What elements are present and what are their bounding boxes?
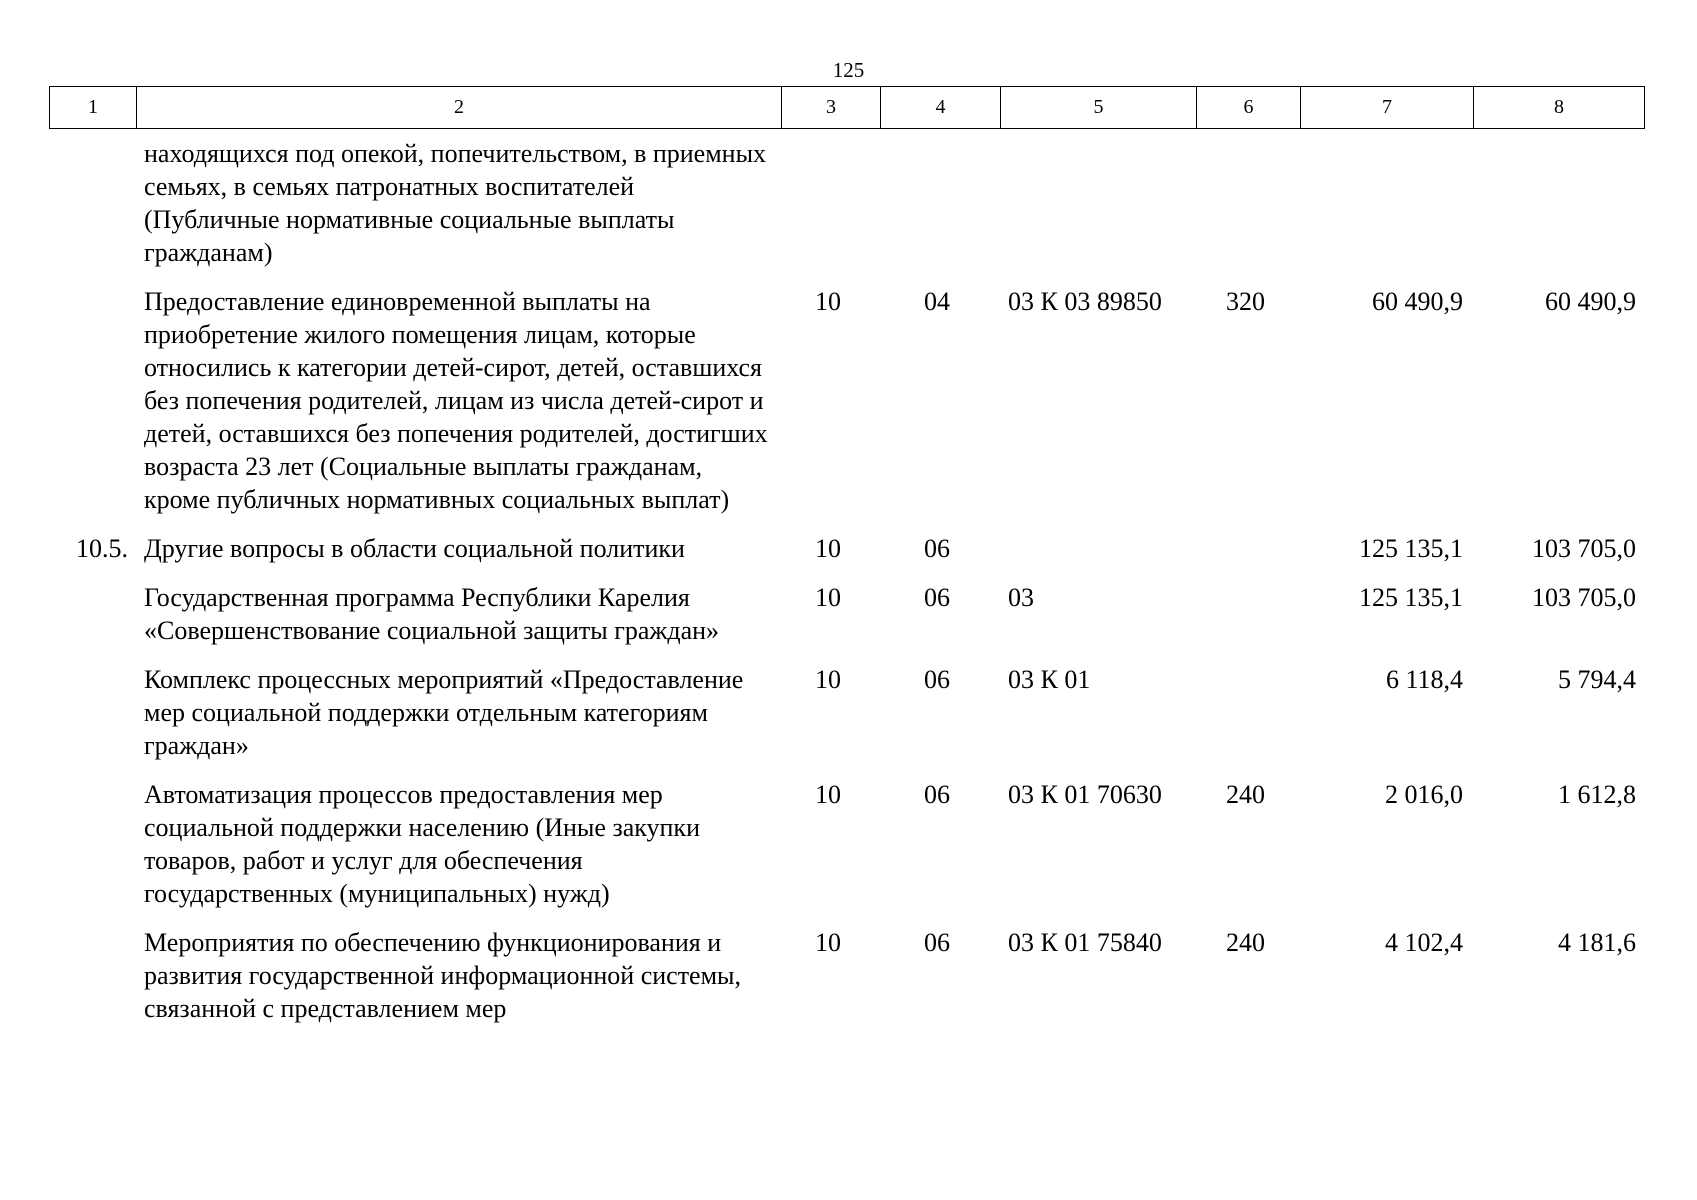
row-target-article: 03 К 03 89850	[1008, 287, 1162, 316]
table-row	[49, 926, 1644, 1041]
row-amount-col7: 60 490,9	[1372, 287, 1463, 316]
column-header-8: 8	[1474, 87, 1645, 129]
row-amount-col7: 125 135,1	[1359, 583, 1463, 612]
table-row	[49, 285, 1644, 532]
column-header-1: 1	[50, 87, 137, 129]
column-header-7: 7	[1301, 87, 1474, 129]
row-target-article: 03 К 01 75840	[1008, 928, 1162, 957]
table-row	[49, 663, 1644, 778]
row-name: Государственная программа Республики Карелия «Совершенствование социальной защиты граждан»	[144, 583, 720, 645]
row-number	[49, 137, 136, 285]
row-expense-type	[1196, 137, 1300, 285]
row-target-article: 03 К 01	[1008, 665, 1091, 694]
row-amount-col8: 103 705,0	[1532, 534, 1636, 563]
column-header-2: 2	[137, 87, 782, 129]
row-amount-col8: 4 181,6	[1558, 928, 1636, 957]
row-target-article: 03 К 01 70630	[1008, 780, 1162, 809]
row-section	[781, 137, 880, 285]
row-subsection: 06	[924, 534, 950, 563]
column-header-6: 6	[1197, 87, 1301, 129]
row-expense-type: 240	[1226, 780, 1265, 809]
row-section: 10	[815, 287, 841, 316]
row-name: находящихся под опекой, попечительством, в приемных семьях, в семьях патронатных воспитателей (Публичные нормативные социальные выплаты гражданам)	[144, 139, 767, 267]
row-name: Автоматизация процессов предоставления мер социальной поддержки населению (Иные закупки товаров, работ и услуг для обеспечения государственных (муниципальных) нужд)	[144, 780, 700, 908]
row-expense-type	[1196, 663, 1300, 778]
row-section: 10	[815, 665, 841, 694]
row-target-article	[1000, 532, 1196, 581]
column-header-row	[50, 87, 1645, 129]
row-amount-col8	[1473, 137, 1644, 285]
row-subsection	[880, 137, 1000, 285]
row-section: 10	[815, 780, 841, 809]
row-name: Мероприятия по обеспечению функционирования и развития государственной информационной системы, связанной с представлением мер	[144, 928, 742, 1023]
table-row	[49, 778, 1644, 926]
row-target-article	[1000, 137, 1196, 285]
column-header-3: 3	[782, 87, 881, 129]
row-target-article: 03	[1008, 583, 1034, 612]
row-number	[49, 926, 136, 1041]
row-section: 10	[815, 583, 841, 612]
row-expense-type	[1196, 532, 1300, 581]
table-row	[49, 137, 1644, 285]
row-number: 10.5.	[76, 534, 128, 563]
row-name: Предоставление единовременной выплаты на приобретение жилого помещения лицам, которые относились к категории детей-сирот, детей, оставшихся без попечения родителей, лицам из числа детей-сирот и детей, оставшихся без попечения родителей, достигших возраста 23 лет (Социальные выплаты гражданам, кроме публичных нормативных социальных выплат)	[144, 287, 768, 514]
row-expense-type	[1196, 581, 1300, 663]
row-number	[49, 581, 136, 663]
budget-table	[49, 137, 1644, 1041]
row-amount-col7: 4 102,4	[1385, 928, 1463, 957]
row-number	[49, 663, 136, 778]
row-amount-col7: 2 016,0	[1385, 780, 1463, 809]
column-header-5: 5	[1001, 87, 1197, 129]
row-subsection: 06	[924, 583, 950, 612]
row-amount-col7	[1300, 137, 1473, 285]
row-amount-col7: 6 118,4	[1385, 665, 1463, 694]
row-amount-col8: 60 490,9	[1545, 287, 1636, 316]
table-row	[49, 532, 1644, 581]
column-header-4: 4	[881, 87, 1001, 129]
row-amount-col8: 5 794,4	[1558, 665, 1636, 694]
row-section: 10	[815, 928, 841, 957]
row-expense-type: 240	[1226, 928, 1265, 957]
row-expense-type: 320	[1226, 287, 1265, 316]
row-number	[49, 778, 136, 926]
row-name: Другие вопросы в области социальной политики	[144, 534, 685, 563]
column-header-table	[49, 86, 1645, 129]
row-amount-col7: 125 135,1	[1359, 534, 1463, 563]
row-subsection: 06	[924, 928, 950, 957]
row-subsection: 06	[924, 780, 950, 809]
table-row	[49, 581, 1644, 663]
row-amount-col8: 103 705,0	[1532, 583, 1636, 612]
row-subsection: 06	[924, 665, 950, 694]
row-name: Комплекс процессных мероприятий «Предоставление мер социальной поддержки отдельным категориям граждан»	[144, 665, 744, 760]
row-subsection: 04	[924, 287, 950, 316]
page-number: 125	[832, 58, 865, 82]
row-amount-col8: 1 612,8	[1558, 780, 1636, 809]
row-section: 10	[815, 534, 841, 563]
row-number	[49, 285, 136, 532]
